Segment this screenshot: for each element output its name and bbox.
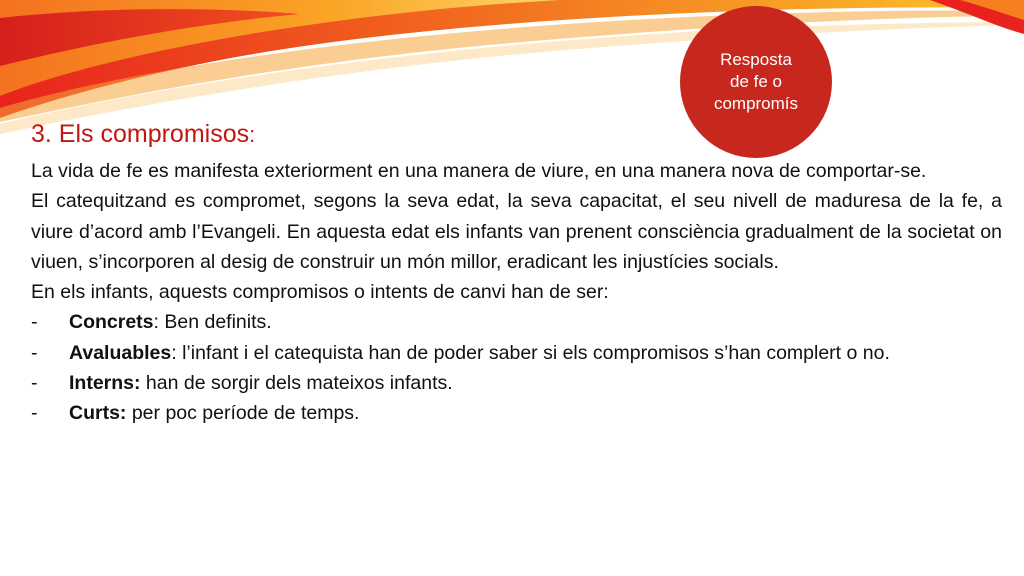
bullet-term: Avaluables <box>69 341 172 364</box>
bullet-dash: - <box>31 311 38 334</box>
bullet-term: Curts: <box>69 402 127 425</box>
list-item <box>31 307 1002 337</box>
body-paragraph: El catequitzand es compromet, segons la seva edat, la seva capacitat, el seu nivell de maduresa de la fe, a viure d’acord amb l’Evangeli. En aquesta edat els infants van prenent consciència gradualment de la societat on viuen, s’incorporen al desig de construir un món millor, eradicant les injustícies socials. <box>31 190 1002 273</box>
badge-line: de fe o <box>730 72 782 91</box>
bullet-dash: - <box>31 372 38 395</box>
badge-circle <box>680 6 832 158</box>
bullet-text: per poc període de temps. <box>126 402 360 425</box>
slide-body <box>31 156 1002 429</box>
bullet-text: Ben definits. <box>158 311 272 334</box>
slide-title-colon: : <box>249 122 256 147</box>
bullet-text: han de sorgir dels mateixos infants. <box>140 372 453 395</box>
bullet-dash: - <box>31 341 38 364</box>
list-item <box>31 398 1002 428</box>
bullet-text: l’infant i el catequista han de poder saber si els compromisos s’han complert o no. <box>176 341 890 364</box>
body-paragraph: La vida de fe es manifesta exteriorment en una manera de viure, en una manera nova de comportar-se. <box>31 160 927 182</box>
slide-title <box>31 120 255 149</box>
bullet-term: Interns: <box>69 372 141 395</box>
list-item <box>31 368 1002 398</box>
badge-text <box>696 49 816 115</box>
body-paragraph: En els infants, aquests compromisos o intents de canvi han de ser: <box>31 281 609 304</box>
badge-line: compromís <box>713 94 799 113</box>
bullet-dash: - <box>31 402 38 425</box>
badge-line: Resposta <box>720 50 792 69</box>
list-item <box>31 338 1002 368</box>
bullet-term: Concrets <box>69 311 154 334</box>
slide-title-text: 3. Els compromisos <box>31 120 250 148</box>
bullet-separator: : <box>171 341 177 364</box>
bullet-separator: : <box>153 311 159 334</box>
